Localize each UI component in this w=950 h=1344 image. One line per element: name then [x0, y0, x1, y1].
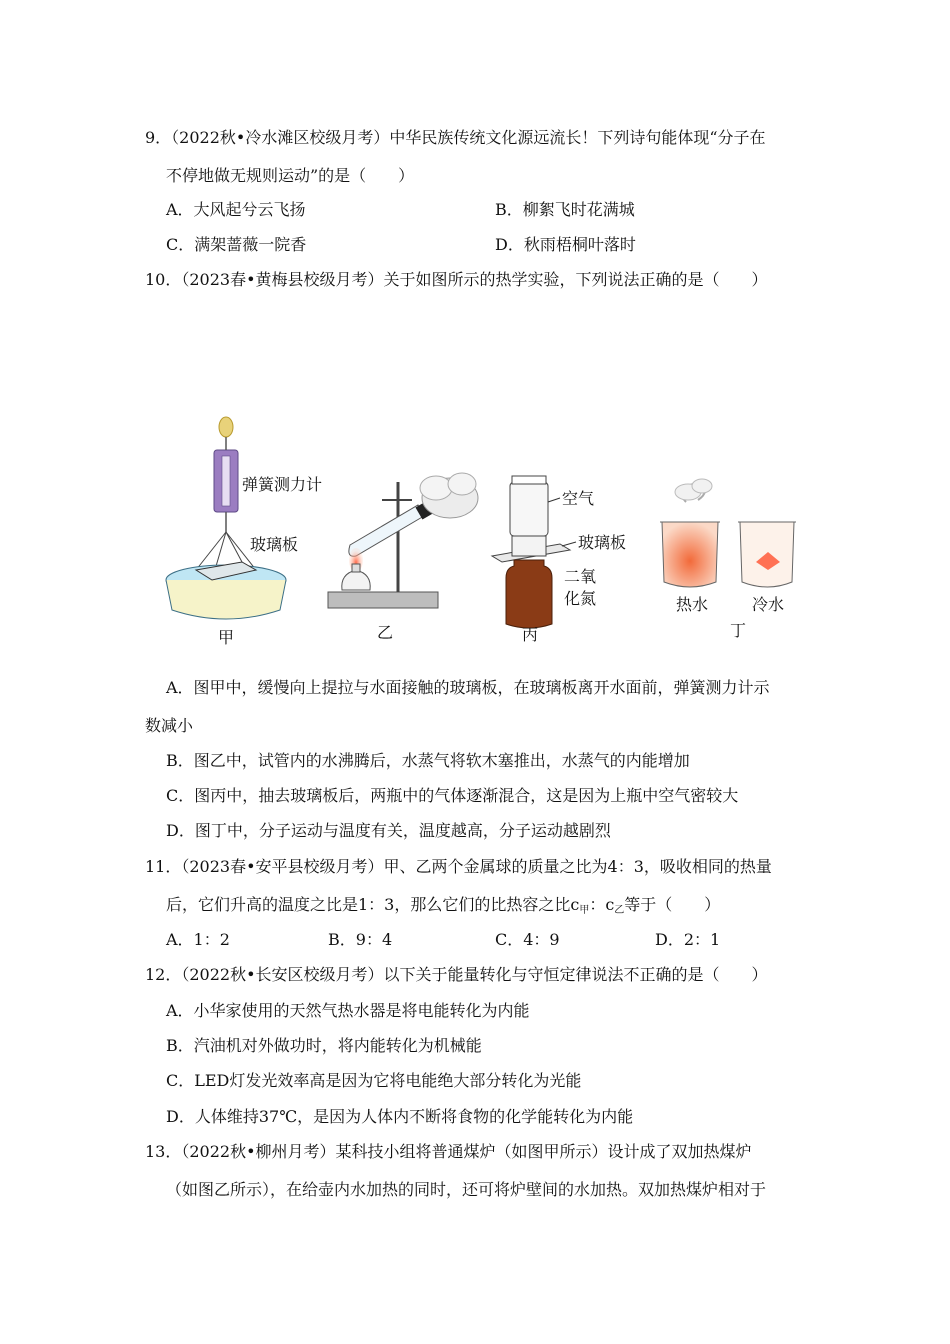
q11-stem-line2 [166, 895, 720, 921]
label-no2-line1: 二氧 [564, 567, 597, 586]
label-glass-plate-bing: 玻璃板 [578, 533, 627, 552]
q11-stem-text: 后，它们升高的温度之比是1：3，那么它们的比热容之比c [166, 895, 580, 914]
q12-option-a: A．小华家使用的天然气热水器是将电能转化为内能 [166, 1001, 530, 1020]
q11-option-b: B．9：4 [328, 930, 393, 949]
q9-option-a: A．大风起兮云飞扬 [166, 200, 306, 219]
label-spring-scale: 弹簧测力计 [242, 475, 323, 494]
figure-jia [166, 417, 322, 647]
q13-stem-line2: （如图乙所示），在给壶内水加热的同时，还可将炉壁间的水加热。双加热煤炉相对于 [166, 1180, 767, 1199]
figure-yi [328, 473, 478, 642]
label-cold-water: 冷水 [751, 595, 785, 614]
q11-stem-line1: 11．（2023春•安平县校级月考）甲、乙两个金属球的质量之比为4：3，吸收相同的热量 [145, 857, 772, 876]
q10-figure [150, 410, 810, 655]
label-glass-plate-jia: 玻璃板 [250, 535, 299, 554]
q11-option-d: D．2：1 [655, 930, 721, 949]
q10-option-d: D．图丁中，分子运动与温度有关，温度越高，分子运动越剧烈 [166, 821, 611, 840]
q12-option-c: C．LED灯发光效率高是因为它将电能绝大部分转化为光能 [166, 1071, 582, 1090]
q11-option-a: A．1：2 [166, 930, 230, 949]
figure-ding [660, 479, 796, 640]
q9-option-b: B．柳絮飞时花满城 [495, 200, 635, 219]
caption-ding: 丁 [729, 621, 747, 640]
caption-jia: 甲 [217, 628, 235, 647]
q11-stem-end: 等于（ ） [624, 895, 721, 914]
q9-stem-line1: 9．（2022秋•冷水滩区校级月考）中华民族传统文化源远流长！下列诗句能体现“分子在 [145, 128, 766, 147]
q9-option-d: D．秋雨梧桐叶落时 [495, 235, 636, 254]
label-hot-water: 热水 [675, 595, 709, 614]
label-air: 空气 [562, 489, 595, 508]
q10-option-a-line1: A．图甲中，缓慢向上提拉与水面接触的玻璃板，在玻璃板离开水面前，弹簧测力计示 [166, 678, 770, 697]
q13-stem-line1: 13．（2022秋•柳州月考）某科技小组将普通煤炉（如图甲所示）设计成了双加热煤炉 [145, 1142, 752, 1161]
q11-subscript-yi: 乙 [614, 905, 625, 916]
q10-option-a-line2: 数减小 [145, 716, 194, 735]
q12-stem: 12．（2022秋•长安区校级月考）以下关于能量转化与守恒定律说法不正确的是（ ） [145, 965, 768, 984]
q12-option-d: D．人体维持37℃，是因为人体内不断将食物的化学能转化为内能 [166, 1107, 634, 1126]
q11-stem-mid: ：c [589, 895, 615, 914]
label-no2-line2: 化氮 [564, 589, 597, 608]
caption-bing: 丙 [521, 625, 539, 644]
q12-option-b: B．汽油机对外做功时，将内能转化为机械能 [166, 1036, 482, 1055]
q11-option-c: C．4：9 [495, 930, 560, 949]
q9-option-c: C．满架蔷薇一院香 [166, 235, 307, 254]
q10-stem: 10．（2023春•黄梅县校级月考）关于如图所示的热学实验，下列说法正确的是（ ） [145, 270, 768, 289]
q9-stem-line2: 不停地做无规则运动”的是（ ） [166, 166, 415, 185]
caption-yi: 乙 [376, 623, 394, 642]
q10-option-c: C．图丙中，抽去玻璃板后，两瓶中的气体逐渐混合，这是因为上瓶中空气密较大 [166, 786, 739, 805]
figure-bing [492, 476, 626, 644]
q10-option-b: B．图乙中，试管内的水沸腾后，水蒸气将软木塞推出，水蒸气的内能增加 [166, 751, 690, 770]
q11-subscript-jia: 甲 [579, 905, 590, 916]
